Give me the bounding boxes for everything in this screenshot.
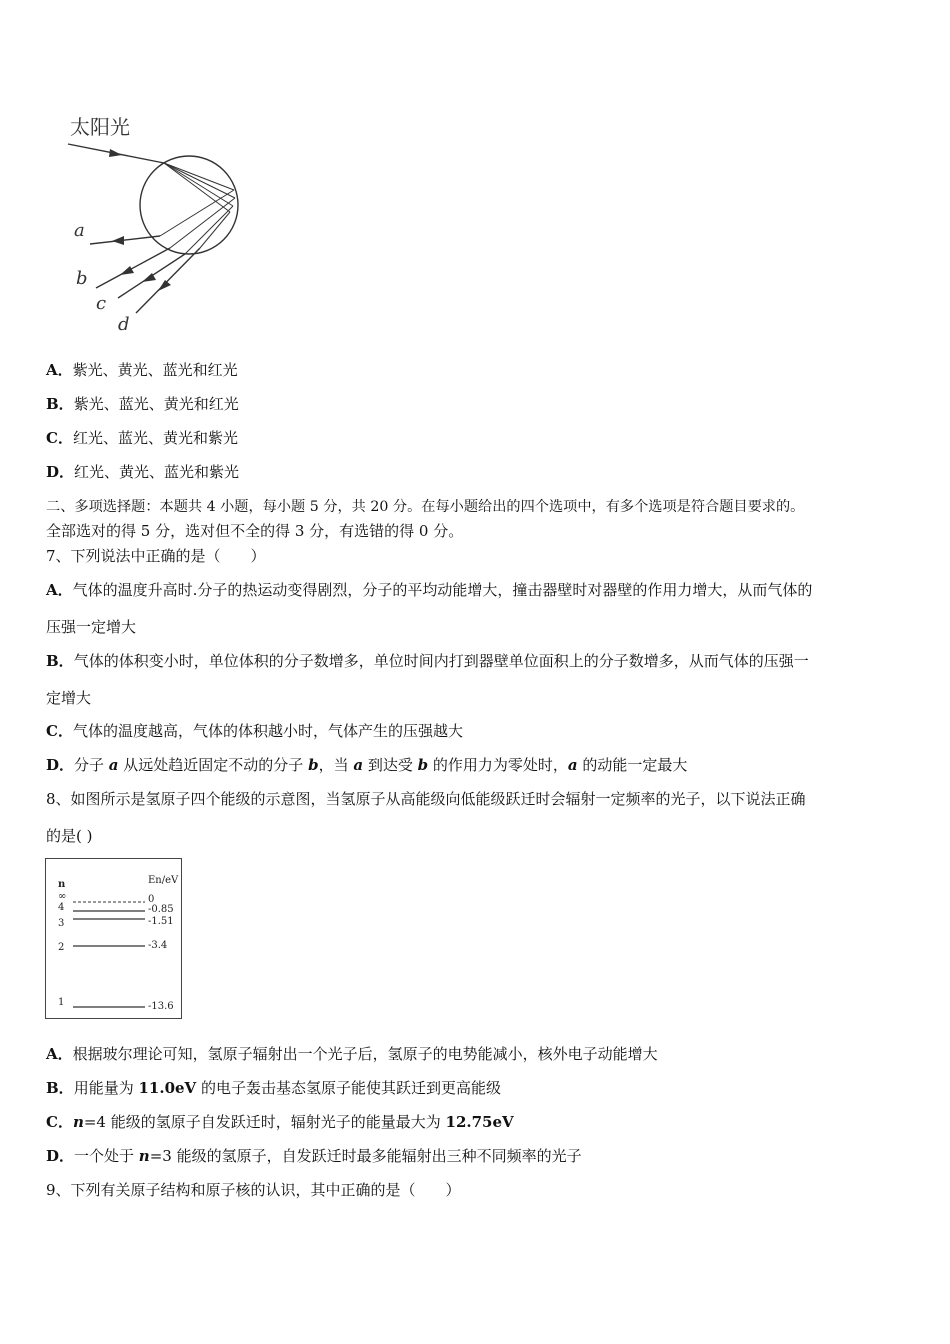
sunlight-arrow <box>109 149 122 157</box>
q7-option-d-text-5: 的作用力为零处时， <box>428 756 568 774</box>
q7-option-b-line1 <box>46 651 809 671</box>
q6-option-d <box>46 462 239 482</box>
q6-option-c-label: C． <box>46 429 73 447</box>
q8-option-c-value: 12.75eV <box>445 1113 514 1131</box>
q8-option-a-text: 根据玻尔理论可知，氢原子辐射出一个光子后，氢原子的电势能减小，核外电子动能增大 <box>72 1045 658 1063</box>
raindrop-diagram <box>60 108 260 338</box>
q8-option-b-text-2: 的电子轰击基态氢原子能使其跃迁到更高能级 <box>196 1079 501 1097</box>
q6-option-d-label: D． <box>46 463 75 481</box>
level-1-n: 1 <box>58 997 65 1008</box>
q6-option-a-label: A． <box>46 361 73 379</box>
section2-line2: 全部选对的得 5 分，选对但不全的得 3 分，有选错的得 0 分。 <box>46 522 464 540</box>
q8-stem-line1: 8、如图所示是氢原子四个能级的示意图，当氢原子从高能级向低能级跃迁时会辐射一定频率的光子，以下说法正确 <box>46 790 806 808</box>
level-3-n: 3 <box>58 918 65 929</box>
q7-option-c-label: C． <box>46 722 73 740</box>
q8-option-b-text-1: 用能量为 <box>73 1079 139 1097</box>
level-1-e: -13.6 <box>148 1001 174 1012</box>
q7-option-d-text-1: 分子 <box>74 756 109 774</box>
q6-option-c-text: 红光、蓝光、黄光和紫光 <box>72 429 238 447</box>
q8-option-d-label: D． <box>46 1147 75 1165</box>
q7-option-b-label: B． <box>46 652 74 670</box>
raindrop-figure <box>60 108 260 338</box>
q9-stem: 9、下列有关原子结构和原子核的认识，其中正确的是（ ） <box>46 1181 461 1199</box>
q8-option-b-value: 11.0eV <box>138 1079 197 1097</box>
outgoing-rays <box>90 236 200 313</box>
q6-option-b-text: 紫光、蓝光、黄光和红光 <box>73 395 239 413</box>
q7-option-d-var-b2: b <box>417 756 429 774</box>
ray-b <box>96 248 170 288</box>
section2-line1: 二、多项选择题：本题共 4 小题，每小题 5 分，共 20 分。在每小题给出的四个选项中，有多个选项是符合题目要求的。 <box>46 499 805 515</box>
q8-option-c-label: C． <box>46 1113 73 1131</box>
level-4-n: 4 <box>58 902 65 913</box>
q7-option-a-label: A． <box>46 581 73 599</box>
q6-option-c <box>46 428 238 448</box>
q6-option-d-text: 红光、黄光、蓝光和紫光 <box>74 463 240 481</box>
q8-stem-line2: 的是( ) <box>46 827 93 845</box>
q8-option-d-var-n: n <box>138 1147 150 1165</box>
energy-level-diagram <box>45 858 183 1020</box>
level-2-e: -3.4 <box>148 940 168 951</box>
q7-option-d-text-3: ，当 <box>318 756 354 774</box>
q7-option-d-label: D． <box>46 756 75 774</box>
q7-option-b-text: 气体的体积变小时，单位体积的分子数增多，单位时间内打到器壁单位面积上的分子数增多，从而气体的压强一 <box>73 652 809 670</box>
q6-option-a <box>46 360 238 380</box>
q7-option-a-text: 气体的温度升高时.分子的热运动变得剧烈，分子的平均动能增大，撞击器壁时对器壁的作用力增大，从而气体的 <box>72 581 813 599</box>
q7-option-a-line1 <box>46 580 812 600</box>
q7-option-b-line2: 定增大 <box>46 689 92 707</box>
q8-option-c <box>46 1112 514 1132</box>
q8-option-b <box>46 1078 501 1098</box>
q6-option-a-text: 紫光、黄光、蓝光和红光 <box>72 361 238 379</box>
q7-option-a-line2: 压强一定增大 <box>46 618 137 636</box>
q8-option-a-label: A． <box>46 1045 73 1063</box>
q8-option-c-text: =4 能级的氢原子自发跃迁时，辐射光子的能量最大为 <box>83 1113 446 1131</box>
q7-option-d-var-a1: a <box>108 756 119 774</box>
q6-option-b-label: B． <box>46 395 74 413</box>
q7-option-c <box>46 721 463 741</box>
q8-option-b-label: B． <box>46 1079 74 1097</box>
q8-option-d-text-2: =3 能级的氢原子，自发跃迁时最多能辐射出三种不同频率的光子 <box>149 1147 582 1165</box>
q7-option-d-var-b1: b <box>308 756 319 774</box>
q8-option-d-text-1: 一个处于 <box>74 1147 139 1165</box>
level-4-e: -0.85 <box>148 904 174 915</box>
level-3-e: -1.51 <box>148 916 174 927</box>
ray-label-d: d <box>118 314 130 335</box>
q8-option-d <box>46 1146 582 1166</box>
ray-label-b: b <box>76 268 88 289</box>
q7-option-d-text-2: 从远处趋近固定不动的分子 <box>118 756 309 774</box>
ray-a <box>90 236 160 244</box>
energy-header: En/eV <box>148 875 179 886</box>
sunlight-label: 太阳光 <box>70 115 130 139</box>
q8-option-c-var-n: n <box>72 1113 84 1131</box>
q7-option-c-text: 气体的温度越高，气体的体积越小时，气体产生的压强越大 <box>72 722 463 740</box>
q7-option-d <box>46 755 687 775</box>
level-2-n: 2 <box>58 942 65 953</box>
q7-stem: 7、下列说法中正确的是（ ） <box>46 547 266 565</box>
n-header: n <box>58 879 66 890</box>
q7-option-d-text-6: 的动能一定最大 <box>577 756 688 774</box>
q6-option-b <box>46 394 239 414</box>
raindrop-circle <box>140 156 238 254</box>
q7-option-d-var-a2: a <box>353 756 364 774</box>
q7-option-d-text-4: 到达受 <box>363 756 418 774</box>
ray-label-a: a <box>74 220 85 241</box>
ray-label-c: c <box>96 293 107 314</box>
level-inf-n: ∞ <box>58 891 67 902</box>
q8-option-a <box>46 1044 658 1064</box>
q7-option-d-var-a3: a <box>567 756 578 774</box>
level-inf-e: 0 <box>148 894 155 905</box>
